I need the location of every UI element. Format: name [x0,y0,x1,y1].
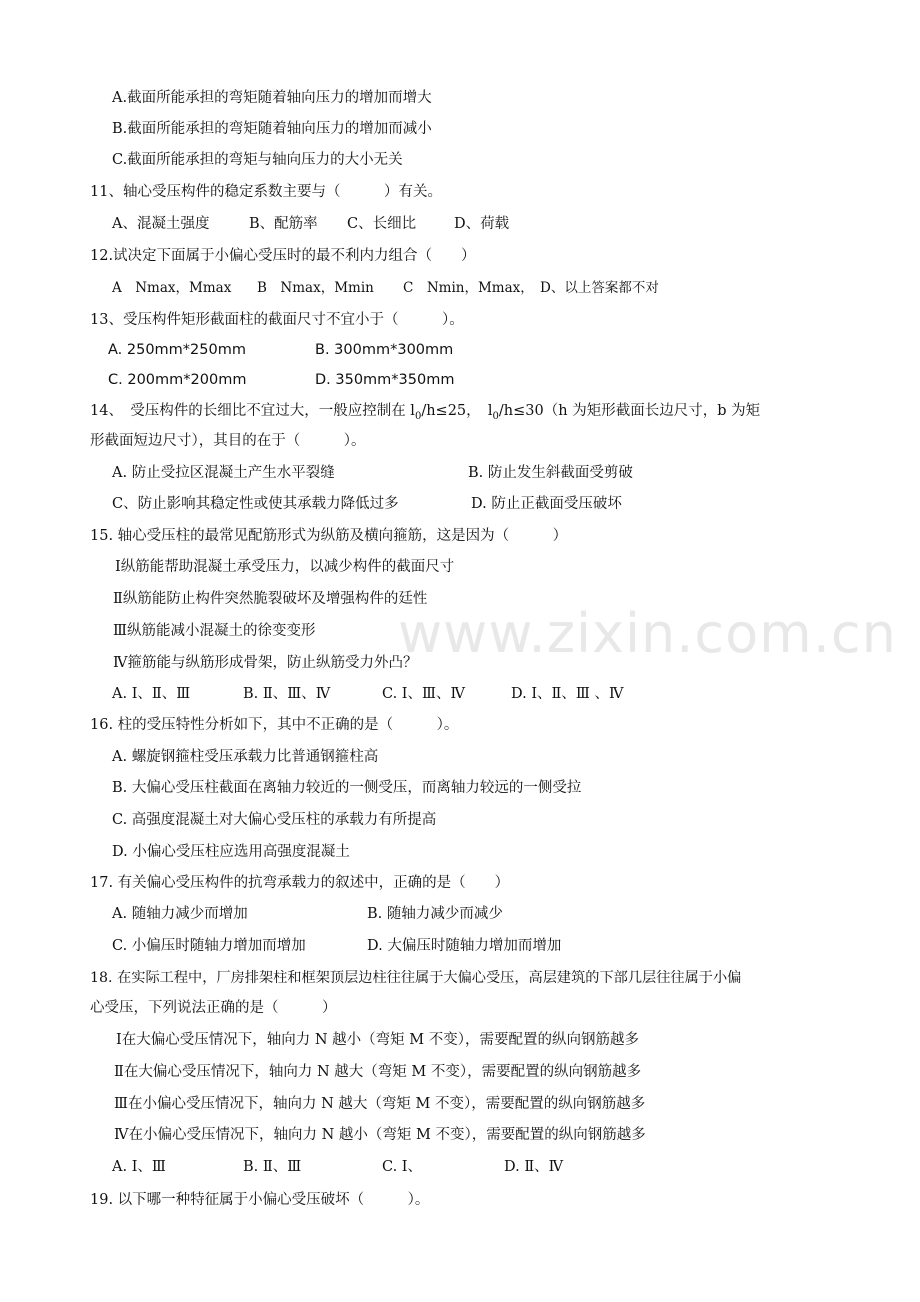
q10-option-c: C.截面所能承担的弯矩与轴向压力的大小无关 [112,152,403,168]
q15-option-d: D. Ⅰ、Ⅱ、Ⅲ 、Ⅳ [511,686,624,702]
q18-option-b: B. Ⅱ、Ⅲ [243,1159,302,1175]
q11-option-d: D、荷载 [454,216,510,232]
q16-option-d: D. 小偏心受压柱应选用高强度混凝土 [112,844,350,860]
q13-option-d: D. 350mm*350mm [315,372,455,388]
q14-option-c: C、防止影响其稳定性或使其承载力降低过多 [112,496,399,512]
q11-option-a: A、混凝土强度 [112,216,210,232]
q17-option-d: D. 大偏压时随轴力增加而增加 [367,938,562,954]
q15-statement-i: Ⅰ纵筋能帮助混凝土承受压力，以减少构件的截面尺寸 [115,559,455,575]
q18-statement-ii: Ⅱ在大偏心受压情况下，轴向力 N 越大（弯矩 M 不变），需要配置的纵向钢筋越多 [114,1064,642,1080]
q15-statement-ii: Ⅱ纵筋能防止构件突然脆裂破坏及增强构件的廷性 [113,591,428,607]
q18-statement-iv: Ⅳ在小偏心受压情况下，轴向力 N 越小（弯矩 M 不变），需要配置的纵向钢筋越多 [114,1127,646,1143]
q18-option-c: C. Ⅰ、 [382,1159,423,1175]
q17-option-c: C. 小偏压时随轴力增加而增加 [112,938,306,954]
q15-option-c: C. Ⅰ、Ⅲ、Ⅳ [382,686,465,702]
q14-option-d: D. 防止正截面受压破坏 [471,496,622,512]
q18-option-a: A. Ⅰ、Ⅲ [112,1159,166,1175]
q18-stem-line1: 18. 在实际工程中，厂房排架柱和框架顶层边柱往往属于大偏心受压，高层建筑的下部几层往往属于小偏 [90,970,742,986]
q16-option-b: B. 大偏心受压柱截面在离轴力较近的一侧受压，而离轴力较远的一侧受拉 [112,780,582,796]
q14-option-b: B. 防止发生斜截面受剪破 [468,465,633,481]
q15-option-b: B. Ⅱ、Ⅲ、Ⅳ [243,686,331,702]
q10-option-b: B.截面所能承担的弯矩随着轴向压力的增加而减小 [112,121,432,137]
q16-option-a: A. 螺旋钢箍柱受压承载力比普通钢箍柱高 [112,749,379,765]
q16-option-c: C. 高强度混凝土对大偏心受压柱的承载力有所提高 [112,812,437,828]
q12-option-c: C Nmin，Mmax， [403,280,534,296]
q13-option-c: C. 200mm*200mm [108,372,247,388]
q17-option-a: A. 随轴力减少而增加 [112,906,248,922]
q14-stem-part3: /h≤30（h 为矩形截面长边尺寸，b 为矩 [498,403,761,419]
q15-statement-iii: Ⅲ纵筋能减小混凝土的徐变变形 [113,623,316,639]
q13-stem: 13、受压构件矩形截面柱的截面尺寸不宜小于（ ）。 [90,312,464,328]
q12-option-a: A Nmax，Mmax [112,280,232,296]
q14-subscript-2: 0 [492,410,499,422]
q14-stem-part1: 14、 受压构件的长细比不宜过大，一般应控制在 l [90,403,415,419]
q14-option-a: A. 防止受拉区混凝土产生水平裂缝 [112,465,335,481]
q14-stem-line1 [90,401,760,427]
q17-option-b: B. 随轴力减少而减少 [367,906,503,922]
q16-stem: 16. 柱的受压特性分析如下，其中不正确的是（ ）。 [90,717,459,733]
q15-option-a: A. Ⅰ、Ⅱ、Ⅲ [112,686,191,702]
q15-stem: 15. 轴心受压柱的最常见配筋形式为纵筋及横向箍筋，这是因为（ ） [90,528,568,544]
q11-stem: 11、轴心受压构件的稳定系数主要与（ ）有关。 [90,184,442,200]
q14-stem-line2: 形截面短边尺寸），其目的在于（ ）。 [90,433,366,449]
q14-stem-part2: /h≤25， l [421,403,493,419]
q12-stem: 12.试决定下面属于小偏心受压时的最不利内力组合（ ） [90,248,476,264]
q18-statement-iii: Ⅲ在小偏心受压情况下，轴向力 N 越大（弯矩 M 不变），需要配置的纵向钢筋越多 [114,1096,646,1112]
q11-option-b: B、配筋率 [249,216,318,232]
q12-option-d: D、以上答案都不对 [540,280,659,296]
q18-statement-i: Ⅰ在大偏心受压情况下，轴向力 N 越小（弯矩 M 不变），需要配置的纵向钢筋越多 [116,1032,639,1048]
q17-stem: 17. 有关偏心受压构件的抗弯承载力的叙述中，正确的是（ ） [90,875,510,891]
q13-option-a: A. 250mm*250mm [108,342,246,358]
q15-statement-iv: Ⅳ箍筋能与纵筋形成骨架，防止纵筋受力外凸？ [113,655,418,671]
q10-option-a: A.截面所能承担的弯矩随着轴向压力的增加而增大 [112,90,432,106]
watermark: www.zixin.com.cn [398,602,897,665]
q19-stem: 19. 以下哪一种特征属于小偏心受压破坏（ ）。 [90,1192,430,1208]
q12-option-b: B Nmax，Mmin [257,280,374,296]
q13-option-b: B. 300mm*300mm [315,342,454,358]
q18-option-d: D. Ⅱ、Ⅳ [504,1159,564,1175]
q11-option-c: C、长细比 [347,216,417,232]
q14-subscript-1: 0 [414,410,422,422]
q18-stem-line2: 心受压，下列说法正确的是（ ） [90,1000,337,1016]
